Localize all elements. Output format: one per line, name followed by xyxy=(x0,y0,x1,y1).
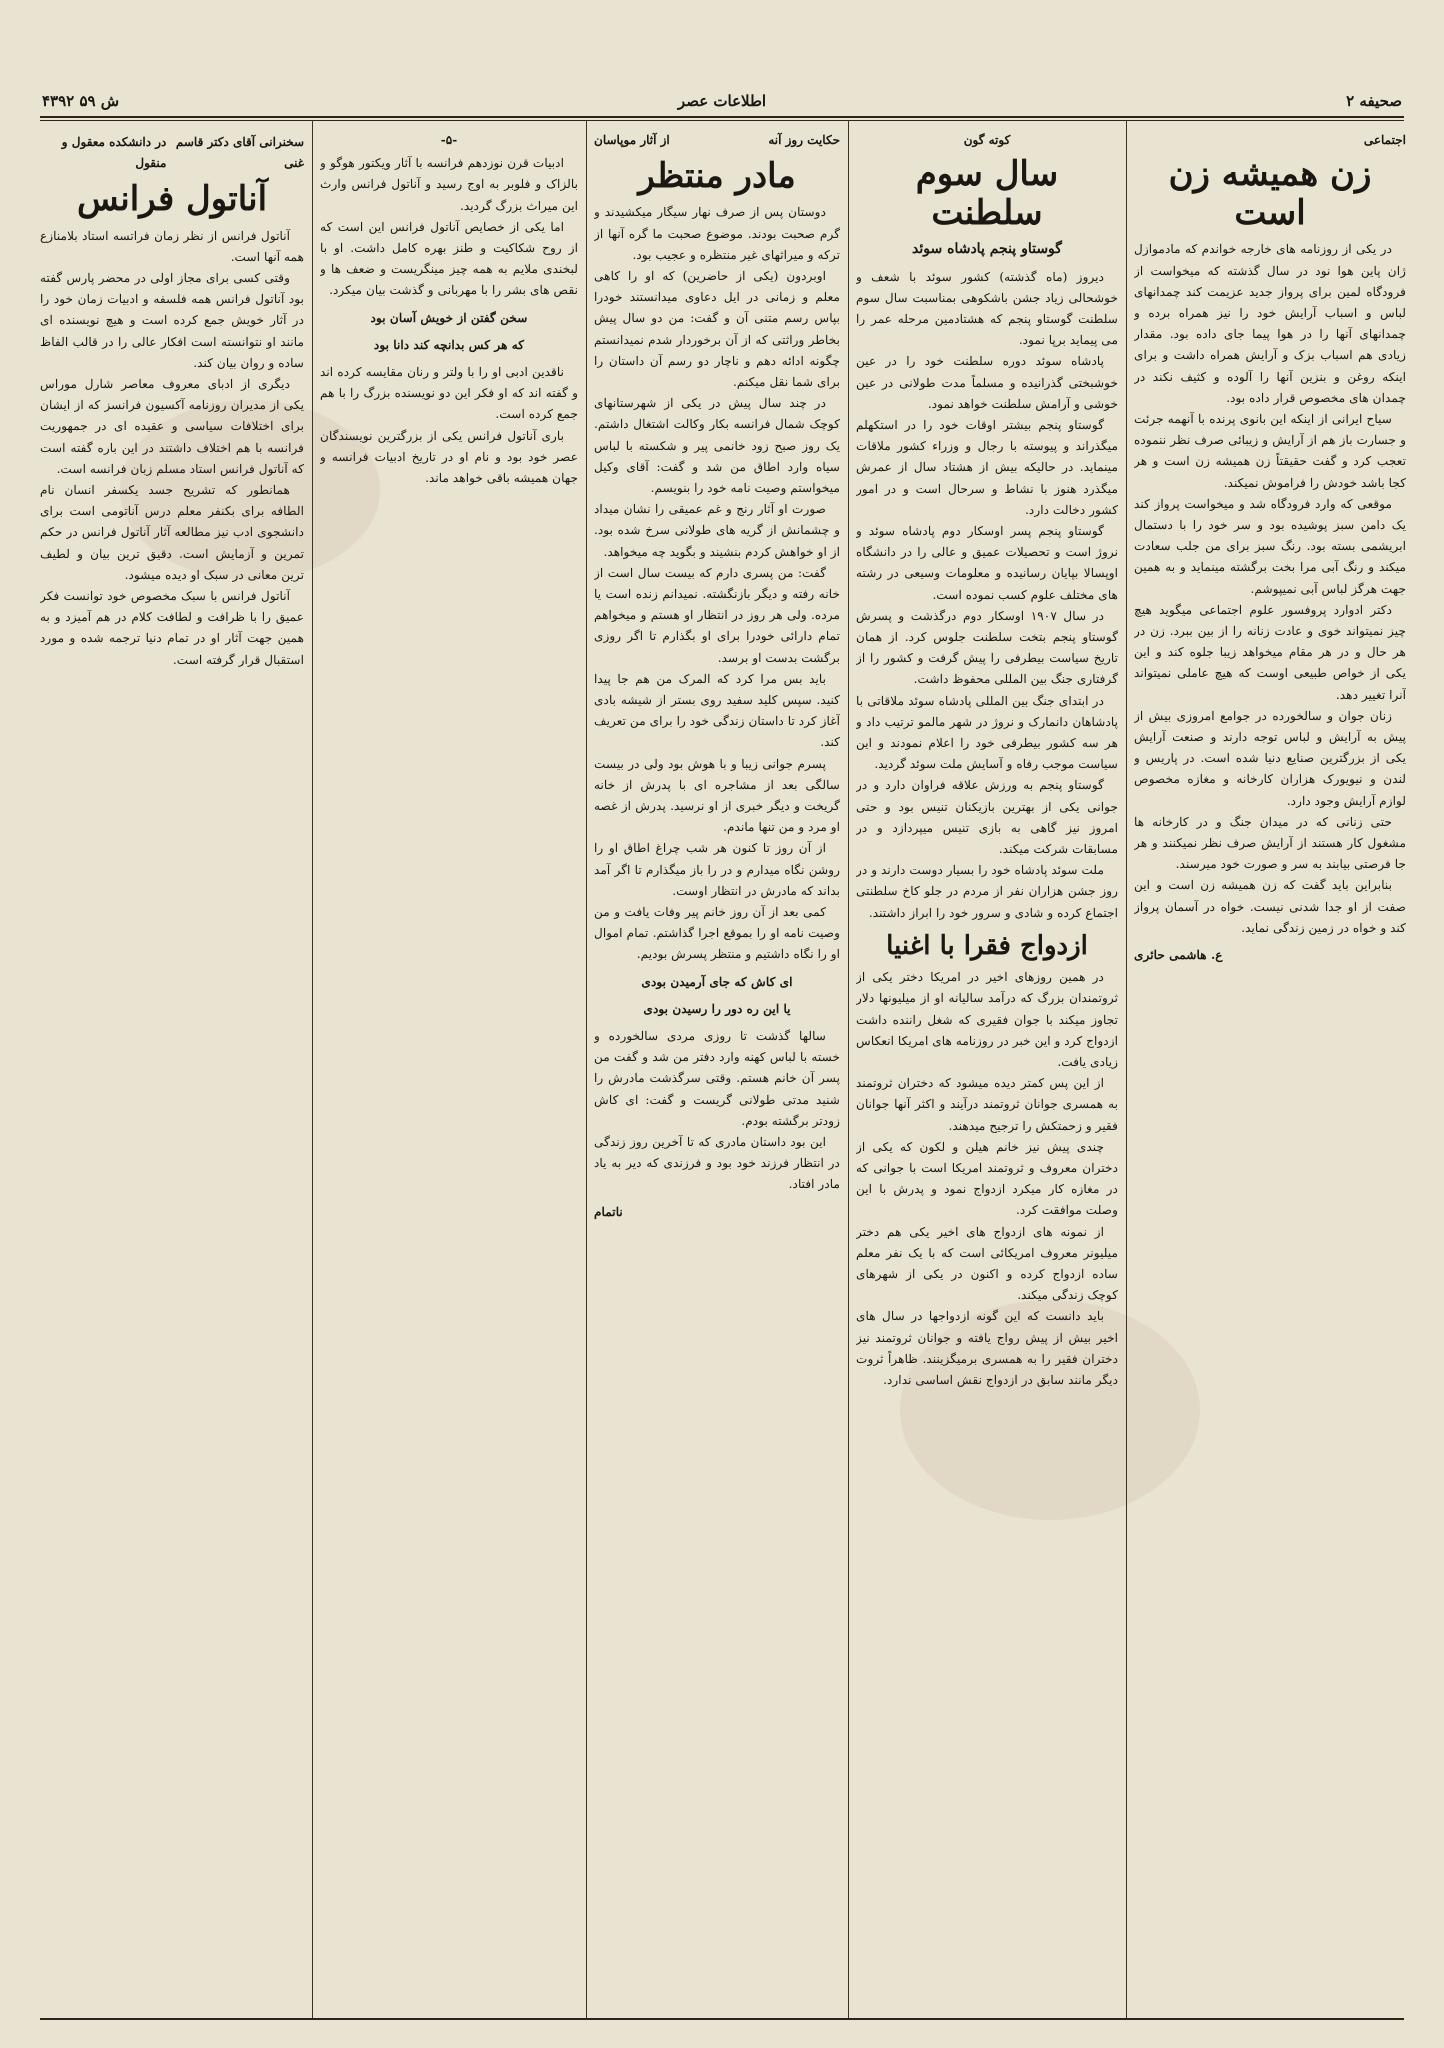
article-paragraph: ملت سوئد پادشاه خود را بسیار دوست دارند و در روز جشن هزاران نفر از مردم در جلو کاخ سلطنتی اجتماع کرده و شادی و سرور خود را ابراز داشتند. xyxy=(856,863,1118,920)
article-kicker: در دانشکده معقول و منقول xyxy=(61,135,167,171)
article-headline-2: ازدواج فقرا با اغنیا xyxy=(886,930,1088,961)
article-paragraph: اوبردون (یکی از حاضرین) که او را کاهی معلم و زمانی در ایل دعاوی میدانستند خودرا بپاس رسم متنی آن و گفت: من دو سال پیش بخاطر وراثتی که از آن برخوردار شدم نمیدانستم چگونه ادائه دهم و ناچار دو رسم آن داستان را برای شما نقل میکنم. xyxy=(594,268,840,389)
article-paragraph: همانطور که تشریح جسد یکسفر انسان نام الطافه برای بکنفر معلم درس آناتومی است برای دانشجوی ادب نیز مطالعه آثار آناتول فرانس در حکم تمرین و آزمایش است. دقیق ترین بیان و لطیف ترین معانی در سبک او دیده میشود. xyxy=(40,482,304,582)
article-paragraph: بنابراین باید گفت که زن همیشه زن است و این صفت از او جدا شدنی نیست. خواه در آسمان پرواز کند و خواه در زمین زندگی نماید. xyxy=(1134,878,1406,935)
article-paragraph: این بود داستان مادری که تا آخرین روز زندگی در انتظار فرزند خود بود و فرزندی که دیر به یاد مادر افتاد. xyxy=(594,1135,840,1192)
column-divider xyxy=(1126,120,1127,2020)
header-rule-thin xyxy=(40,120,1404,121)
article-paragraph: دکتر ادوارد پروفسور علوم اجتماعی میگوید هیچ چیز نمیتواند خوی و عادت زنانه را از بین ببرد. زن در هر حال و در هر مقام میخواهد زیبا جلوه کند و این یکی از خواص طبیعی اوست که هیچ عاملی نمیتواند آنرا تغییر دهد. xyxy=(1134,602,1406,702)
article-paragraph: اما یکی از خصایص آناتول فرانس این است که از روح شکاکیت و طنز بهره کامل داشت. او با لبخندی ملایم به همه چیز مینگریست و ضعف ها و نقص های بشر را با مهربانی و گذشت بیان میکرد. xyxy=(320,219,578,298)
article-paragraph: ناقدین ادبی او را با ولتر و رنان مقایسه کرده اند و گفته اند که او فکر این دو نویسنده بزرگ را با هم جمع کرده است. xyxy=(320,365,578,422)
column-divider xyxy=(312,120,313,2020)
article-paragraph: در سال ۱۹۰۷ اوسکار دوم درگذشت و پسرش گوستاو پنجم بتخت سلطنت جلوس کرد. از همان تاریخ سیاست بیطرفی را پیش گرفت و کشور را از گرفتاری جنگ بین المللی محفوظ داشت. xyxy=(856,608,1118,687)
article-paragraph: از این پس کمتر دیده میشود که دختران ثروتمند به همسری جوانان ثروتمند درآیند و اکثر آنها جوانان فقیر و زحمتکش را ترجیح میدهند. xyxy=(856,1076,1118,1133)
poem-line: که هر کس بدانچه کند دانا بود xyxy=(373,337,525,352)
article-paragraph: چندی پیش نیز خانم هیلن و لکون که یکی از دختران معروف و ثروتمند امریکا است با جوانی که در مغازه کار میکرد ازدواج نمود و پدرش با این وصلت موافقت کرد. xyxy=(856,1139,1118,1218)
article-paragraph: گوستاو پنجم پسر اوسکار دوم پادشاه سوئد و نروژ است و تحصیلات عمیق و عالی را در دانشگاه اوپسالا بپایان رسانیده و معلومات وسیعی در رشته های مختلف علوم کسب نموده است. xyxy=(856,524,1118,602)
article-anatole-france-right xyxy=(320,128,578,2008)
article-headline: مادر منتظر xyxy=(638,156,796,197)
article-headline: زن همیشه زن است xyxy=(1168,154,1372,234)
page-number: صحیفه ۲ xyxy=(1346,92,1402,110)
article-kicker: از آثار موپاسان xyxy=(594,133,670,147)
article-headline: سال سوم سلطنت xyxy=(915,154,1059,234)
issue-number: ۴۳۹۲ ش ۵۹ xyxy=(42,92,120,110)
poem-line: ای کاش که جای آرمیدن بودی xyxy=(641,974,793,989)
article-paragraph: وقتی کسی برای مجاز اولی در محضر پارس گفته بود آناتول فرانس همه فلسفه و ادبیات زمان خود را در آثار خویش جمع کرده است و هیچ نویسنده ای مانند او نتوانسته است افکار عالی را در قالب الفاظ ساده و روان بیان کند. xyxy=(40,270,304,370)
poem-line: یا این ره دور را رسیدن بودی xyxy=(643,1001,791,1016)
article-signature: ع. هاشمی حائری xyxy=(1134,948,1223,963)
header-rule xyxy=(40,116,1404,118)
poem-line: سخن گفتن از خویش آسان بود xyxy=(370,310,528,325)
article-kicker: کوته گون xyxy=(963,133,1011,147)
article-headline: آناتول فرانس xyxy=(76,179,268,220)
article-paragraph: در همین روزهای اخیر در امریکا دختر یکی از ثروتمندان بزرگ که درآمد سالیانه او از میلیونها دلار تجاوز میکند با جوان فقیری که شغل راننده داشت ازدواج کرد و این خبر در روزنامه های امریکا انعکاس زیادی یافت. xyxy=(856,970,1118,1069)
article-paragraph: آناتول فرانس با سبک مخصوص خود توانست فکر عمیق را با ظرافت و لطافت کلام در هم آمیزد و به همین جهت آثار او در تمام دنیا ترجمه شده و مورد استقبال قرار گرفته است. xyxy=(40,588,304,667)
article-kicker: حکایت روز آنه xyxy=(768,133,840,147)
article-paragraph: در چند سال پیش در یکی از شهرستانهای کوچک شمال فرانسه بکار وکالت اشتغال داشتم. یک روز صبح زود خانمی پیر و شکسته با لباس سیاه وارد اطاق من شد و گفت: آقای وکیل میخواستم وصیت نامه خود را بنویسم. xyxy=(594,396,840,495)
article-paragraph: صورت او آثار رنج و غم عمیقی را نشان میداد و چشمانش از گریه های طولانی سرخ شده بود. از او خواهش کردم بنشیند و بگوید چه میخواهد. xyxy=(594,502,840,559)
article-paragraph: در یکی از روزنامه های خارجه خواندم که مادموازل ژان پاین هوا نود در سال گذشته که میخواست از فرودگاه لمین برای پرواز جدید عزیمت کند چمدانهای لباس و اسباب آرایش خود را نیز همراه برده و چمدانهای آنها را در هوا پیما جای داده بود. مقدار زیادی هم اسباب بزک و آرایش همراه داشت و برای اینکه روغن و بنزین آنها را آلوده و کثیف نکند در چمدان های مخصوص قرار داده بود. xyxy=(1134,242,1406,405)
article-paragraph: پسرم جوانی زیبا و با هوش بود ولی در بیست سالگی بعد از مشاجره ای با پدرش از خانه گریخت و دیگر خبری از او نرسید. پدرش از غصه او مرد و من تنها ماندم. xyxy=(594,756,840,835)
article-paragraph: گوستاو پنجم به ورزش علاقه فراوان دارد و در جوانی یکی از بهترین بازیکنان تنیس بود و حتی امروز نیز گاهی به بازی تنیس میپردازد و در مسابقات شرکت میکند. xyxy=(856,778,1118,857)
article-paragraph: باید دانست که این گونه ازدواجها در سال های اخیر بیش از پیش رواج یافته و جوانان ثروتمند نیز دختران فقیر را به همسری برمیگزینند. ظاهراً ثروت دیگر مانند سابق در ازدواج نقش اساسی ندارد. xyxy=(856,1309,1118,1387)
article-paragraph: گوستاو پنجم بیشتر اوقات خود را در استکهلم میگذراند و پیوسته با رجال و وزراء کشور ملاقات مینماید. در حالیکه بیش از هشتاد سال از عمرش میگذرد هنوز با نشاط و سرحال است و در امور کشور دخالت دارد. xyxy=(856,418,1118,517)
article-paragraph: باید بس مرا کرد که المرک من هم جا پیدا کنید. سپس کلید سفید روی بستر از شیشه بادی آغاز کرد تا داستان زندگی خود را برای من تعریف کند. xyxy=(594,671,840,750)
article-paragraph: موقعی که وارد فرودگاه شد و میخواست پرواز کند یک دامن سبز پوشیده بود و سر خود را با دستمال ابریشمی بسته بود. رنگ سبز برای من جلب سعادت میکند و رنگ آبی مرا بخت برگشته مینماید و به همین جهت هرگز لباس آبی نمیپوشم. xyxy=(1134,496,1406,596)
article-subheadline: گوستاو پنجم پادشاه سوئد xyxy=(912,241,1062,258)
article-paragraph: در ابتدای جنگ بین المللی پادشاه سوئد ملاقاتی با پادشاهان دانمارک و نروژ در شهر مالمو ترتیب داد و هر سه کشور بیطرفی خود را اعلام نمودند و این سیاست موجب رفاه و آسایش ملت سوئد گردید. xyxy=(856,693,1118,772)
article-paragraph: کمی بعد از آن روز خانم پیر وفات یافت و من وصیت نامه او را بموقع اجرا گذاشتم. تمام اموال او را نگاه داشتیم و منتظر پسرش بودیم. xyxy=(594,905,840,962)
article-paragraph: دیروز (ماه گذشته) کشور سوئد با شعف و خوشحالی زیاد جشن باشکوهی بمناسبت سال سوم سلطنت گوستاو پنجم که هشتادمین مرحله عمر را می پیماید برپا نمود. xyxy=(856,269,1118,348)
article-kicker: سخنرانی آقای دکتر قاسم غنی xyxy=(175,135,304,171)
column-divider xyxy=(848,120,849,2020)
footer-rule xyxy=(40,2018,1404,2020)
article-paragraph: گفت: من پسری دارم که بیست سال است از خانه رفته و دیگر بازنگشته. نمیدانم زنده است یا مرده. ولی هر روز در انتظار او هستم و میخواهم تمام دارائی خودرا برای او بگذارم تا اگر روزی برگشت بدست او برسد. xyxy=(594,565,840,665)
article-paragraph: پادشاه سوئد دوره سلطنت خود را در عین خوشبختی گذرانیده و مسلماً مدت طولانی در عین خوشی و آرامش سلطنت خواهد نمود. xyxy=(856,354,1118,411)
article-signature: ناتمام xyxy=(594,1204,623,1219)
article-paragraph: دیگری از ادبای معروف معاصر شارل موراس یکی از مدیران روزنامه آکسیون فرانسز که از ایشان برای اختلافات سیاسی و عقیده ای در جمهوریت فرانسه با هم اختلاف داشتند در این باره گفته است که آناتول فرانس استاد مسلم زبان فرانسه است. xyxy=(40,376,304,476)
article-paragraph: آناتول فرانس از نظر زمان فراتسه استاد بلامنازع همه آنها است. xyxy=(40,228,304,264)
article-woman-is-woman xyxy=(1134,128,1406,2008)
article-paragraph: از نمونه های ازدواج های اخیر یکی هم دختر میلیونر معروف امریکائی است که با یک نفر معلم ساده ازدواج کرده و اکنون در یکی از شهرهای کوچک زندگی میکند. xyxy=(856,1224,1118,1303)
section-label: اجتماعی xyxy=(1363,133,1406,147)
article-kicker: -۵- xyxy=(440,133,458,147)
newspaper-name: اطلاعات عصر xyxy=(677,92,767,110)
article-paragraph: دوستان پس از صرف نهار سیگار میکشیدند و گرم صحبت بودند. موضوع صحبت ما گره آنها از ترکه و میراثهای غیر منتظره و عجیب بود. xyxy=(594,205,840,262)
article-paragraph: سیاح ایرانی از اینکه این بانوی پرنده با آنهمه جرئت و جسارت باز هم از آرایش و زیبائی صرف نظر ننموده تعجب کرد و گفت حقیقتاً زن همیشه زن است و هر کجا باشد خودش را فراموش نمیکند. xyxy=(1134,412,1406,490)
article-anatole-france-left xyxy=(40,130,304,2010)
article-paragraph: زنان جوان و سالخورده در جوامع امروزی بیش از پیش به آرایش و لباس توجه دارند و صنعت آرایش یکی از بزرگترین صنایع دنیا شده است. در پاریس و لندن و نیویورک هزاران کارخانه و مغازه مخصوص لوازم آرایش وجود دارد. xyxy=(1134,708,1406,808)
article-paragraph: ادبیات قرن نوزدهم فرانسه با آثار ویکتور هوگو و بالزاک و فلوبر به اوج رسید و آناتول فرانس وارث این میراث بزرگ گردید. xyxy=(320,156,578,213)
article-waiting-mother xyxy=(594,128,840,2008)
article-paragraph: از آن روز تا کنون هر شب چراغ اطاق او را روشن نگاه میدارم و در را باز میگذارم تا اگر آمد بداند که مادرش در انتظار اوست. xyxy=(594,841,840,898)
article-paragraph: حتی زنانی که در میدان جنگ و در کارخانه ها مشغول کار هستند از آرایش صرف نظر نمیکنند و هر جا فرصتی بیابند به سر و صورت خود میرسند. xyxy=(1134,814,1406,872)
article-third-year-reign xyxy=(856,128,1118,2008)
article-paragraph: باری آناتول فرانس یکی از بزرگترین نویسندگان عصر خود بود و نام او در تاریخ ادبیات فرانسه و جهان همیشه باقی خواهد ماند. xyxy=(320,428,578,486)
article-paragraph: سالها گذشت تا روزی مردی سالخورده و خسته با لباس کهنه وارد دفتر من شد و گفت من پسر آن خانم هستم. وقتی سرگذشت مادرش را شنید مدتی طولانی گریست و گفت: ای کاش زودتر برگشته بودم. xyxy=(594,1029,840,1128)
column-divider xyxy=(586,120,587,2020)
